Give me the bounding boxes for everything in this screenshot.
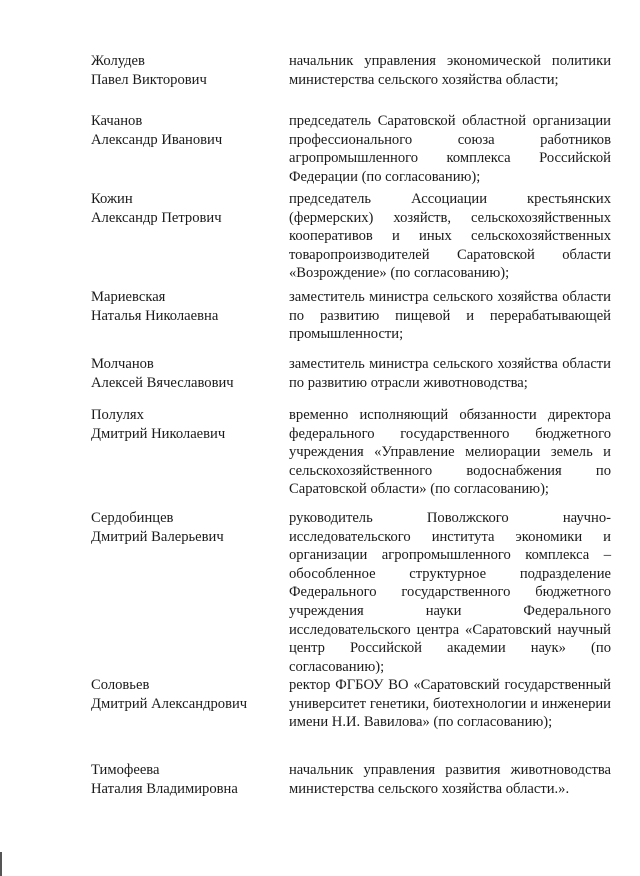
member-given-name: Алексей Вячеславович	[91, 374, 234, 391]
member-given-name: Александр Иванович	[91, 131, 223, 148]
member-given-name: Наталья Николаевна	[91, 307, 219, 324]
member-name	[91, 761, 271, 798]
member-role: начальник управления развития животноводства министерства сельского хозяйства области.».	[289, 762, 611, 797]
member-name	[91, 190, 271, 227]
member-name	[91, 355, 271, 392]
member-role: руководитель Поволжского научно-исследовательского института экономики и организации агропромышленного комплекса – обособленное структурное подразделение Федерального государственного бюджетного учреждения науки Федерального исследовательского центра «Саратовский научный центр Российской академии наук» (по согласованию);	[289, 510, 611, 675]
member-surname: Молчанов	[91, 356, 154, 372]
member-surname: Сердобинцев	[91, 510, 174, 526]
member-given-name: Дмитрий Александрович	[91, 695, 248, 712]
member-role: заместитель министра сельского хозяйства области по развитию пищевой и перерабатывающей промышленности;	[289, 289, 611, 343]
member-role: начальник управления экономической политики министерства сельского хозяйства области;	[289, 53, 611, 88]
member-surname: Кожин	[91, 191, 133, 207]
member-given-name: Павел Викторович	[91, 71, 207, 88]
member-name	[91, 288, 271, 325]
member-name	[91, 509, 271, 546]
member-given-name: Александр Петрович	[91, 209, 222, 226]
member-surname: Мариевская	[91, 289, 166, 305]
member-role: ректор ФГБОУ ВО «Саратовский государственный университет генетики, биотехнологии и инженерии имени Н.И. Вавилова» (по согласованию);	[289, 677, 611, 731]
member-name	[91, 676, 271, 713]
member-role: председатель Саратовской областной организации профессионального союза работников агропромышленного комплекса Российской Федерации (по согласованию);	[289, 113, 611, 185]
member-role: заместитель министра сельского хозяйства области по развитию отрасли животноводства;	[289, 356, 611, 391]
member-surname: Качанов	[91, 113, 143, 129]
member-role: председатель Ассоциации крестьянских (фермерских) хозяйств, сельскохозяйственных кооперативов и иных сельскохозяйственных товаропроизводителей Саратовской области «Возрождение» (по согласованию);	[289, 191, 611, 282]
member-role: временно исполняющий обязанности директора федерального государственного бюджетного учреждения «Управление мелиорации земель и сельскохозяйственного водоснабжения по Саратовской области» (по согласованию);	[289, 407, 611, 498]
scan-edge-mark	[0, 852, 2, 876]
member-name	[91, 406, 271, 443]
member-surname: Жолудев	[91, 53, 145, 69]
member-name	[91, 52, 271, 89]
member-given-name: Дмитрий Николаевич	[91, 425, 226, 442]
member-surname: Соловьев	[91, 677, 150, 693]
member-given-name: Наталия Владимировна	[91, 780, 238, 797]
member-surname: Тимофеева	[91, 762, 160, 778]
member-name	[91, 112, 271, 149]
member-surname: Полулях	[91, 407, 144, 423]
member-given-name: Дмитрий Валерьевич	[91, 528, 224, 545]
